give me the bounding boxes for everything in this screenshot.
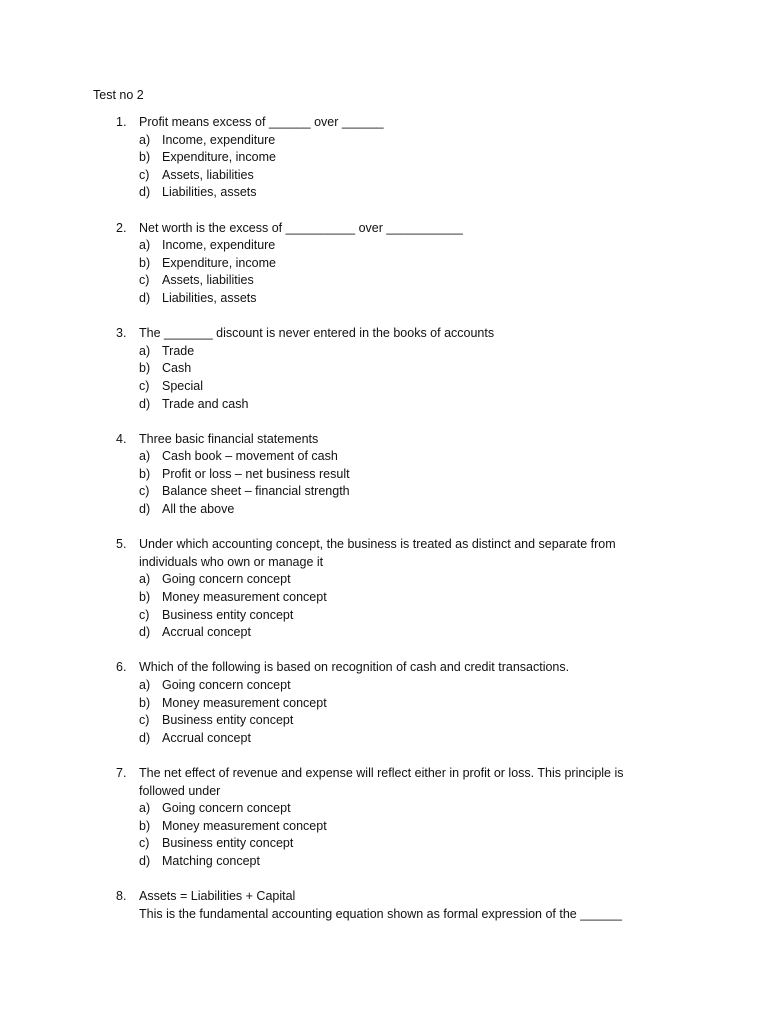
option-text: Liabilities, assets — [162, 290, 257, 305]
question-text: Profit means excess of ______ over ______ — [139, 115, 384, 129]
option-list — [0, 448, 768, 518]
question-line — [0, 114, 768, 132]
question-text: individuals who own or manage it — [139, 554, 324, 569]
answer-option — [0, 853, 768, 871]
question-item — [0, 431, 768, 519]
option-letter: d) — [139, 730, 151, 745]
question-text: This is the fundamental accounting equation shown as formal expression of the ______ — [139, 906, 622, 921]
answer-option — [0, 483, 768, 501]
option-letter: d) — [139, 502, 151, 517]
answer-option — [0, 360, 768, 378]
answer-option — [0, 730, 768, 748]
question-item — [0, 888, 768, 923]
answer-option — [0, 589, 768, 607]
answer-option — [0, 237, 768, 255]
option-letter: d) — [139, 625, 151, 640]
answer-option — [0, 255, 768, 273]
question-number: 3. — [116, 326, 127, 341]
option-letter: a) — [139, 572, 151, 587]
question-text: followed under — [139, 783, 221, 798]
option-letter: c) — [139, 378, 150, 393]
option-list — [0, 677, 768, 747]
option-text: Trade and cash — [162, 396, 249, 411]
option-letter: a) — [139, 238, 151, 253]
question-line — [0, 888, 768, 906]
answer-option — [0, 448, 768, 466]
answer-option — [0, 624, 768, 642]
question-text: Assets = Liabilities + Capital — [139, 889, 296, 904]
option-letter: a) — [139, 132, 151, 147]
option-text: Expenditure, income — [162, 150, 276, 165]
option-letter: b) — [139, 818, 151, 833]
question-item — [0, 765, 768, 871]
option-list — [0, 132, 768, 202]
question-item — [0, 536, 768, 642]
option-list — [0, 800, 768, 870]
option-letter: a) — [139, 678, 151, 692]
question-line — [0, 659, 768, 677]
question-line — [0, 325, 768, 343]
question-line — [0, 783, 768, 801]
question-number: 1. — [116, 115, 127, 129]
option-letter: d) — [139, 290, 151, 305]
question-item — [0, 114, 768, 202]
option-text: Business entity concept — [162, 607, 294, 622]
question-line — [0, 431, 768, 449]
question-item — [0, 659, 768, 747]
question-line — [0, 906, 768, 924]
option-letter: c) — [139, 836, 150, 851]
option-letter: b) — [139, 590, 151, 605]
question-item — [0, 325, 768, 413]
question-line — [0, 220, 768, 238]
question-item — [0, 220, 768, 308]
option-text: Matching concept — [162, 853, 260, 868]
option-text: Liabilities, assets — [162, 185, 257, 200]
option-letter: d) — [139, 185, 151, 200]
question-number: 2. — [116, 220, 127, 235]
document-title: Test no 2 — [93, 88, 144, 102]
answer-option — [0, 571, 768, 589]
question-text: The _______ discount is never entered in the books of accounts — [139, 326, 495, 341]
option-letter: c) — [139, 273, 150, 288]
answer-option — [0, 149, 768, 167]
option-letter: c) — [139, 484, 150, 499]
option-text: Business entity concept — [162, 836, 294, 851]
answer-option — [0, 835, 768, 853]
answer-option — [0, 290, 768, 308]
question-list — [0, 114, 768, 941]
option-text: Trade — [162, 343, 195, 358]
option-text: Balance sheet – financial strength — [162, 484, 350, 499]
option-letter: b) — [139, 695, 151, 710]
answer-option — [0, 677, 768, 695]
option-list — [0, 237, 768, 307]
option-letter: d) — [139, 396, 151, 411]
option-text: Going concern concept — [162, 572, 291, 587]
answer-option — [0, 132, 768, 150]
option-text: Special — [162, 378, 203, 393]
answer-option — [0, 272, 768, 290]
answer-option — [0, 378, 768, 396]
option-letter: b) — [139, 361, 151, 376]
option-text: Money measurement concept — [162, 695, 327, 710]
option-text: All the above — [162, 502, 235, 517]
option-text: Assets, liabilities — [162, 167, 254, 182]
option-text: Cash book – movement of cash — [162, 449, 338, 464]
option-text: Accrual concept — [162, 625, 251, 640]
answer-option — [0, 184, 768, 202]
option-text: Accrual concept — [162, 730, 251, 745]
option-letter: a) — [139, 343, 151, 358]
option-text: Money measurement concept — [162, 590, 327, 605]
answer-option — [0, 818, 768, 836]
question-text: The net effect of revenue and expense will reflect either in profit or loss. This principle is — [139, 765, 624, 780]
answer-option — [0, 712, 768, 730]
answer-option — [0, 167, 768, 185]
option-letter: c) — [139, 607, 150, 622]
option-list — [0, 571, 768, 641]
option-list — [0, 343, 768, 413]
answer-option — [0, 695, 768, 713]
option-text: Assets, liabilities — [162, 273, 254, 288]
question-number: 4. — [116, 431, 127, 446]
question-text: Under which accounting concept, the business is treated as distinct and separate from — [139, 537, 616, 552]
option-letter: a) — [139, 801, 151, 816]
option-text: Income, expenditure — [162, 132, 276, 147]
answer-option — [0, 466, 768, 484]
option-text: Money measurement concept — [162, 818, 327, 833]
question-number: 6. — [116, 660, 127, 675]
question-line — [0, 536, 768, 554]
question-line — [0, 765, 768, 783]
option-text: Going concern concept — [162, 801, 291, 816]
option-letter: d) — [139, 853, 151, 868]
question-number: 8. — [116, 889, 127, 904]
question-number: 5. — [116, 537, 127, 552]
option-text: Expenditure, income — [162, 255, 276, 270]
option-letter: c) — [139, 167, 150, 182]
question-text: Three basic financial statements — [139, 431, 319, 446]
answer-option — [0, 396, 768, 414]
question-text: Which of the following is based on recognition of cash and credit transactions. — [139, 660, 570, 675]
answer-option — [0, 343, 768, 361]
option-letter: b) — [139, 255, 151, 270]
question-line — [0, 554, 768, 572]
question-text: Net worth is the excess of __________ over ___________ — [139, 220, 463, 235]
option-text: Income, expenditure — [162, 238, 276, 253]
answer-option — [0, 800, 768, 818]
option-letter: c) — [139, 713, 150, 728]
option-letter: b) — [139, 150, 151, 165]
answer-option — [0, 607, 768, 625]
option-text: Profit or loss – net business result — [162, 466, 350, 481]
question-number: 7. — [116, 765, 127, 780]
answer-option — [0, 501, 768, 519]
option-text: Going concern concept — [162, 678, 291, 692]
option-letter: b) — [139, 466, 151, 481]
option-text: Cash — [162, 361, 192, 376]
option-letter: a) — [139, 449, 151, 464]
option-text: Business entity concept — [162, 713, 294, 728]
